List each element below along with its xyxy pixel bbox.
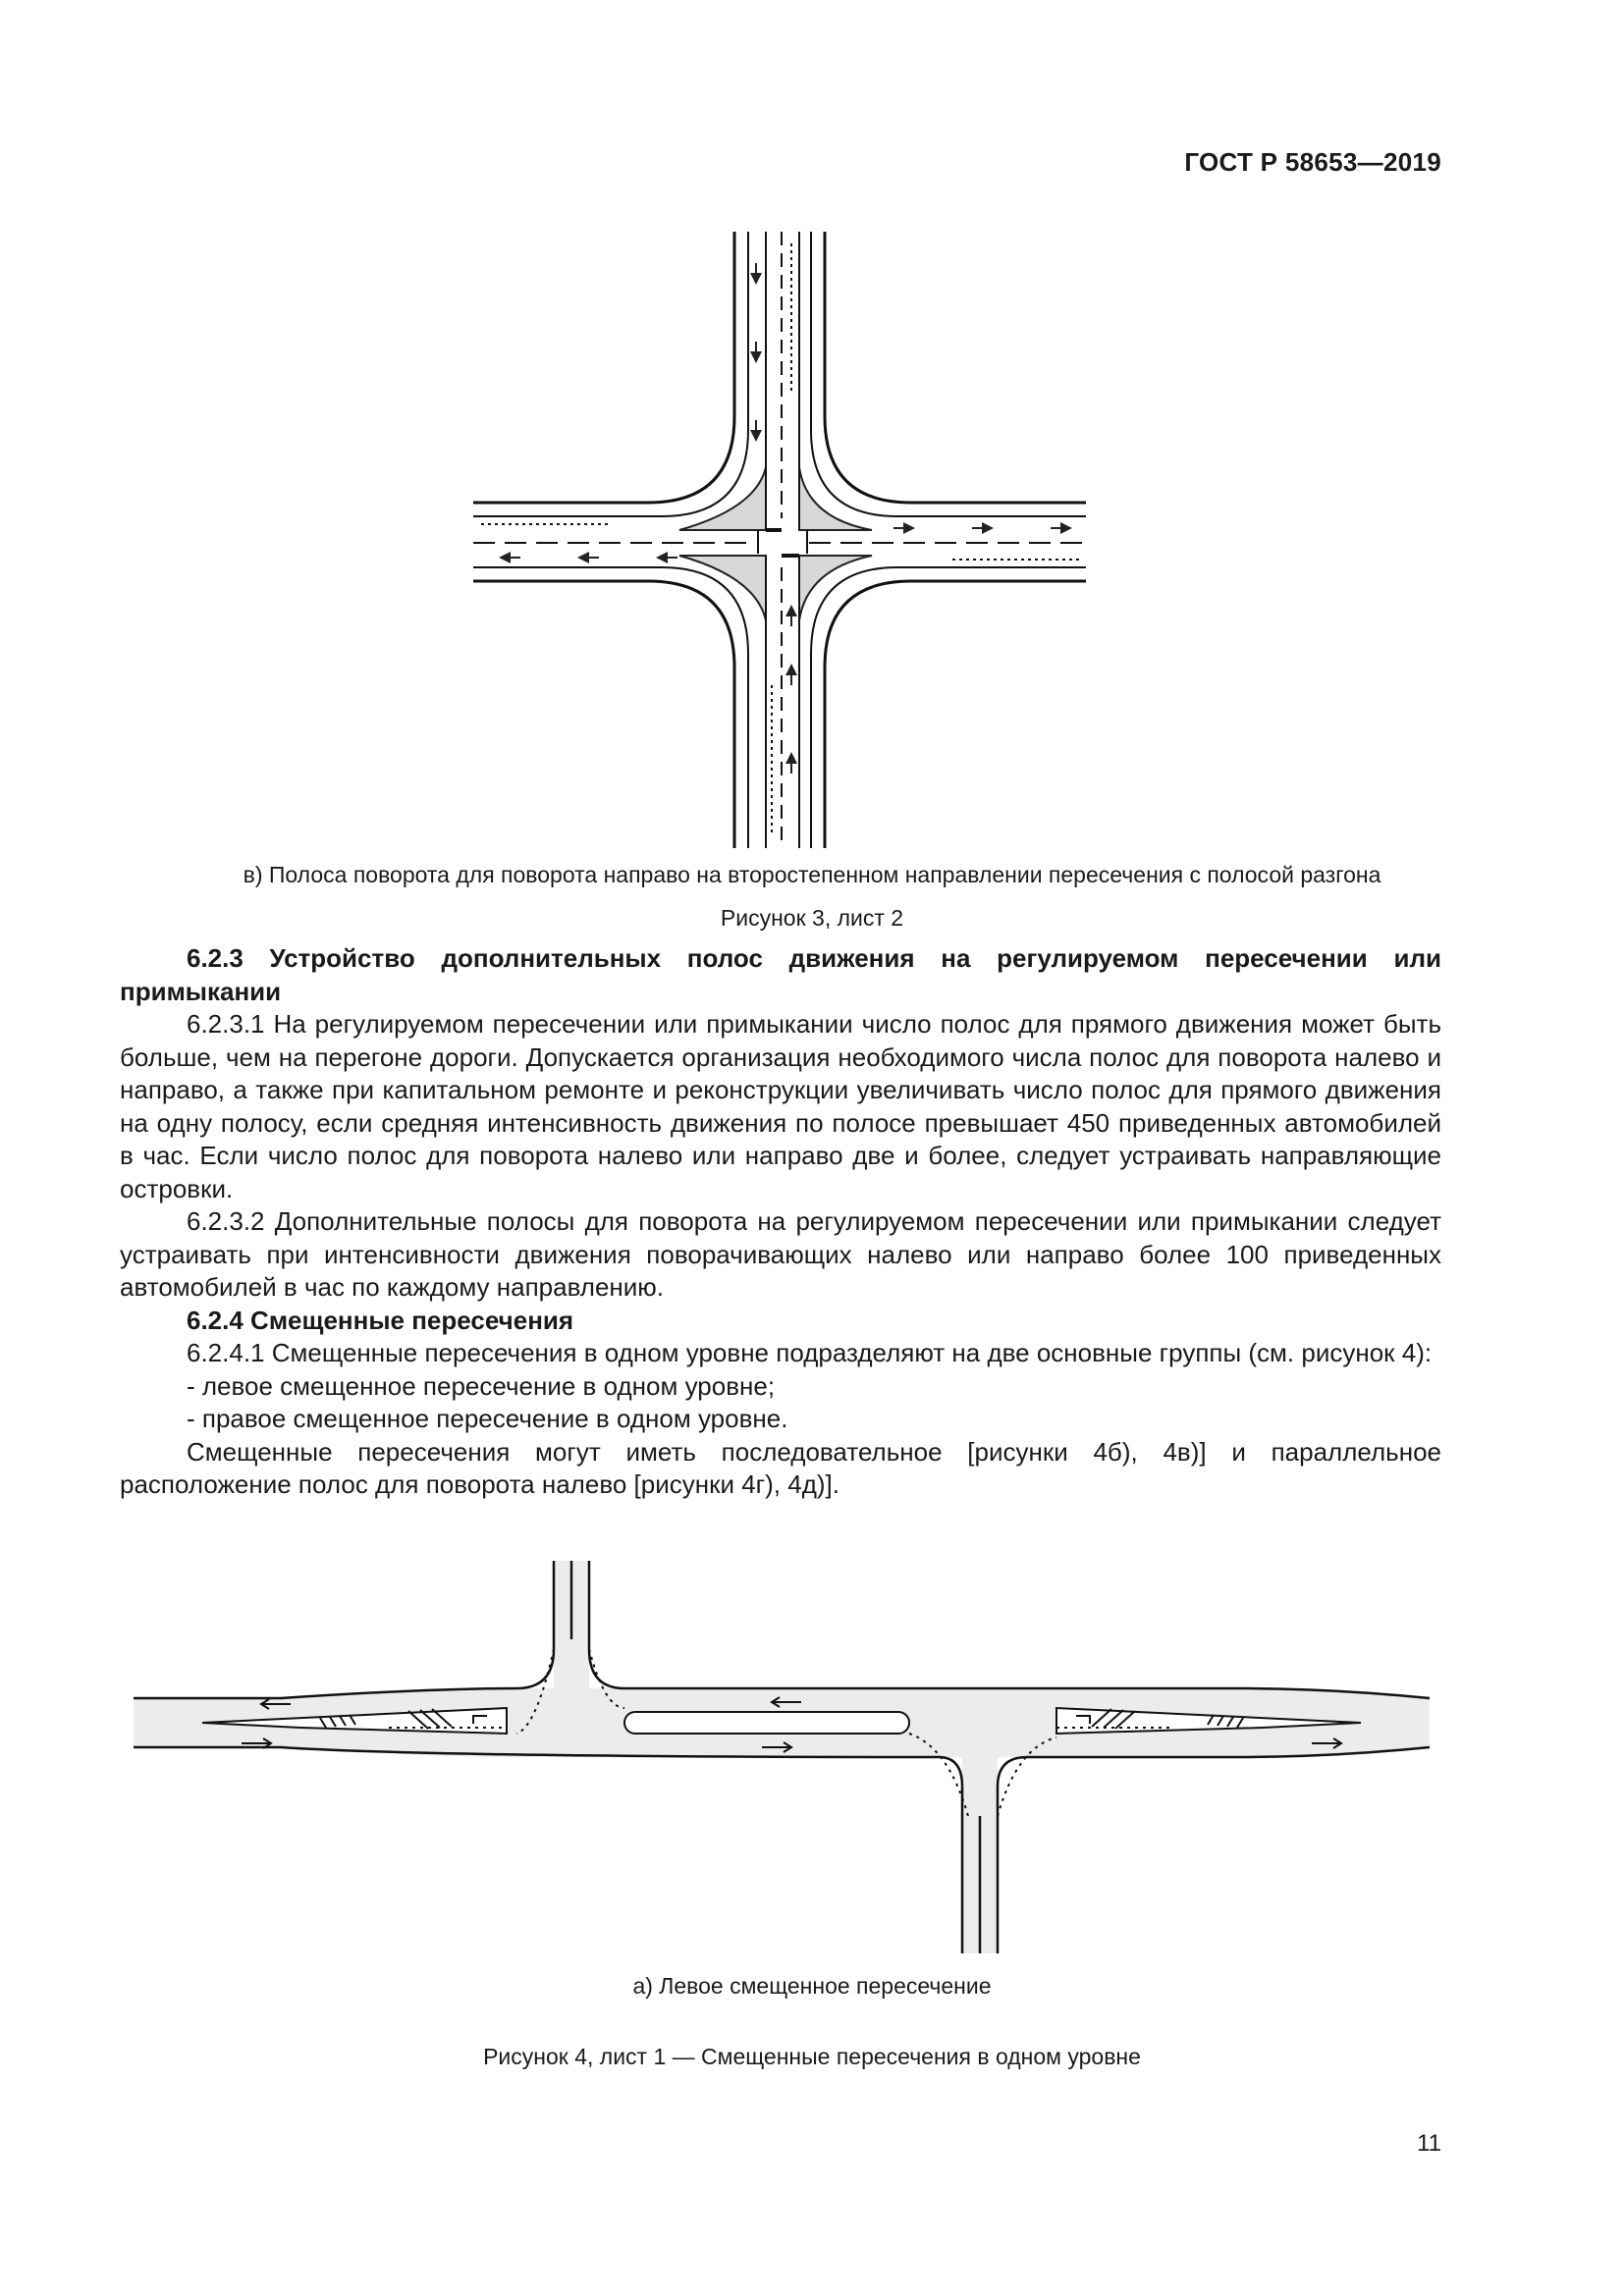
intersection-plan-drawing xyxy=(461,224,1090,852)
figure-3-subcaption: в) Полоса поворота для поворота направо на второстепенном направлении пересечения с полосой разгона xyxy=(243,862,1381,887)
lane-markings xyxy=(473,232,1086,848)
figure-4-offset-intersection-diagram xyxy=(134,1561,1430,1953)
road-outer-edges xyxy=(473,232,1086,848)
page-number: 11 xyxy=(1417,2130,1441,2157)
paragraph-6-2-4-1: 6.2.4.1 Смещенные пересечения в одном уровне подразделяют на две основные группы (см. рисунок 4): xyxy=(187,1338,1433,1367)
figure-3-intersection-diagram xyxy=(461,224,1090,852)
figure-4-subcaption: а) Левое смещенное пересечение xyxy=(632,1973,992,1999)
document-code: ГОСТ Р 58653—2019 xyxy=(1184,147,1441,177)
section-body xyxy=(120,942,1441,1502)
paragraph-offset-layout: Смещенные пересечения могут иметь последовательное [рисунки 4б), 4в)] и параллельное расположение полос для поворота налево [рисунки 4г), 4д)]. xyxy=(120,1436,1441,1499)
stop-lines xyxy=(766,530,799,556)
offset-intersection-drawing xyxy=(134,1561,1430,1953)
figure-3-caption: Рисунок 3, лист 2 xyxy=(720,905,904,931)
figure-4-caption: Рисунок 4, лист 1 — Смещенные пересечения в одном уровне xyxy=(483,2044,1141,2069)
road-inner-edges xyxy=(473,232,1086,848)
heading-6-2-4: 6.2.4 Смещенные пересечения xyxy=(187,1305,574,1335)
central-median xyxy=(624,1712,909,1734)
heading-6-2-3: 6.2.3 Устройство дополнительных полос движения на регулируемом пересечении или примыкании xyxy=(120,943,1441,1006)
list-item: - левое смещенное пересечение в одном уровне; xyxy=(187,1370,776,1401)
direction-arrows xyxy=(501,263,1070,774)
paragraph-6-2-3-1: 6.2.3.1 На регулируемом пересечении или примыкании число полос для прямого движения может быть больше, чем на перегоне дороги. Допускается организация необходимого числа полос для поворота налево и направо, а также при капитальном ремонте и реконструкции увеличивать число полос для прямого движения на одну полосу, если средняя интенсивность движения по полосе превышает 450 приведенных автомобилей в час. Если число полос для поворота налево или направо две и более, следует устраивать направляющие островки. xyxy=(120,1009,1441,1203)
road-outline xyxy=(134,1561,1430,1953)
list-item: - правое смещенное пересечение в одном уровне. xyxy=(187,1404,788,1433)
paragraph-6-2-3-2: 6.2.3.2 Дополнительные полосы для поворота на регулируемом пересечении или примыкании следует устраивать при интенсивности движения поворачивающих налево или направо более 100 приведенных автомобилей в час по каждому направлению. xyxy=(120,1206,1441,1302)
